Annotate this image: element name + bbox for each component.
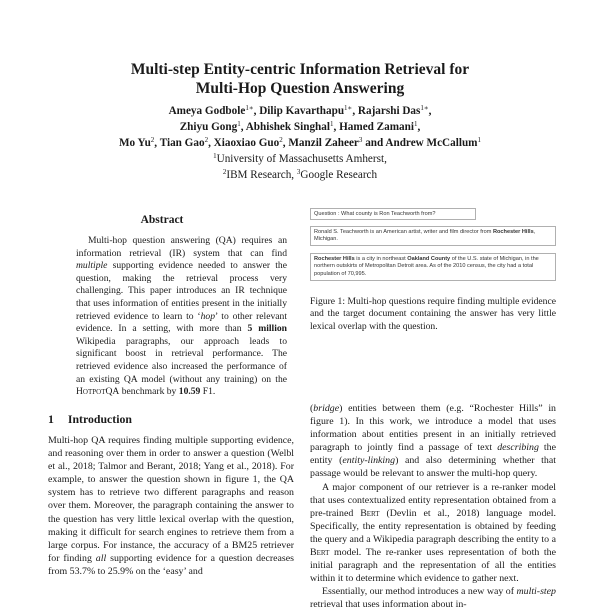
author: Abhishek Singhal (245, 121, 330, 134)
paragraph: (bridge) entities between them (e.g. “Rochester Hills” in figure 1). In this work, we introduce a model that uses information about entities present in an initially retrieved paragraph to jointly find a passage of text describing the entity (entity-linking) and also determining whether that passage would be relevant to answer the multi-hop query. (310, 403, 556, 480)
paragraph: A major component of our retriever is a re-ranker model that uses contextualized entity representation obtained from a pre-trained Bert (Devlin et al., 2018) language model. Specifically, the entity representation is obtained by feeding the query and a Wikipedia paragraph describing the entity to a Bert model. The re-ranker uses representation of both the initial paragraph and the representation of all the entities within it to determine which evidence to gather next. (310, 481, 556, 585)
affiliation: IBM Research, (226, 169, 297, 181)
author-list: Ameya Godbole$^{1∗}$, Dilip Kavarthapu$^{1∗}$, Rajarshi Das$^{1∗}$, Zhiyu Gong$^1$, Abhishek Singhal$^1$, Hamed Zamani$^1$, Mo Yu$^2$, Tian Gao$^2$, Xiaoxiao Guo$^2$, Manzil Zaheer$^3$ and Andrew McCallum$^1$ (118, 104, 481, 150)
title-line-1: Multi-step Entity-centric Information Retrieval for (130, 61, 470, 78)
affiliation: Google Research (300, 169, 378, 181)
author: Mo Yu (118, 137, 151, 150)
affiliations: $^1$University of Massachusetts Amherst, $^2$IBM Research, $^3$Google Research (213, 152, 387, 181)
figure-question-box: Question : What county is Ron Teachworth from? (310, 208, 476, 220)
figure-caption: Figure 1: Multi-hop questions require finding multiple evidence and the target document containing the answer has very little lexical overlap with the question. (310, 296, 556, 332)
abstract-heading: Abstract (140, 214, 184, 226)
author: Tian Gao (159, 137, 205, 150)
author: Zhiyu Gong (179, 121, 238, 134)
figure-paragraph-2: Rochester Hills is a city in northeast Oakland County of the U.S. state of Michigan, in the northern outskirts of Metropolitan Detroit area. As of the 2010 census, the city had a total population of 70,995. (310, 253, 556, 281)
author: and Andrew McCallum (365, 137, 478, 150)
author: Hamed Zamani (339, 121, 414, 134)
author: Dilip Kavarthapu (259, 105, 345, 117)
title-line-2: Multi-Hop Question Answering (195, 80, 405, 97)
author: Ameya Godbole (168, 105, 246, 117)
column-2-text (310, 402, 556, 611)
figure-paragraph-1: Ronald S. Teachworth is an American artist, writer and film director from Rochester Hills, Michigan. (310, 226, 556, 246)
affiliation: University of Massachusetts Amherst, (216, 153, 387, 165)
abstract-body: Multi-hop question answering (QA) requires an information retrieval (IR) system that can find multiple supporting evidence needed to answer the question, making the retrieval process very challenging. This paper introduces an IR technique that uses information of entities present in the initially retrieved evidence to learn to ‘hop’ to other relevant evidence. In a setting, with more than 5 million Wikipedia paragraphs, our approach leads to significant boost in retrieval performance. The retrieved evidence also increased the performance of an existing QA model (without any training) on the HotpotQA benchmark by 10.59 F1. (76, 235, 288, 398)
paragraph: Essentially, our method introduces a new way of multi-step retrieval that uses information about in- (310, 586, 556, 611)
author: Xiaoxiao Guo (213, 137, 280, 150)
author: Rajarshi Das (357, 105, 421, 117)
paper-title (0, 60, 600, 98)
intro-paragraph: Multi-hop QA requires finding multiple supporting evidence, and reasoning over them in order to answer a question (Welbl et al., 2018; Talmor and Berant, 2018; Yang et al., 2018). For example, to answer the question shown in figure 1, the QA system has to retrieve two different paragraphs and reason over them. Moreover, the paragraph containing the answer to the question has very little lexical overlap with the question, making it difficult for search engines to retrieve them from a large corpus. For instance, the accuracy of a BM25 retriever for finding all supporting evidence for a question decreases from 53.7% to 25.9% on the ‘easy’ and (48, 435, 294, 577)
section-heading-introduction: 1 Introduction (48, 412, 132, 426)
author: Manzil Zaheer (288, 137, 359, 150)
